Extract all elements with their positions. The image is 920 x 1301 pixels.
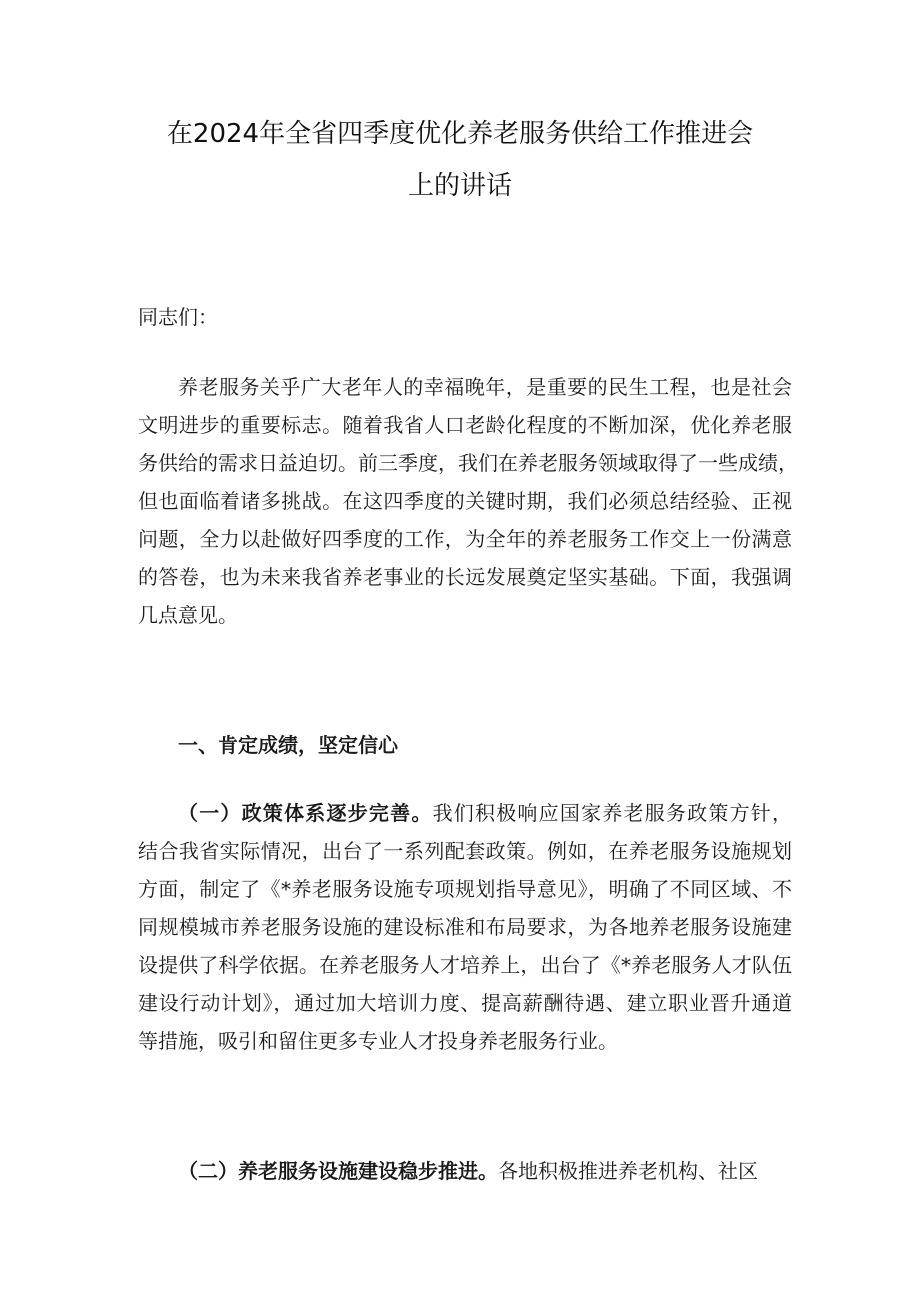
intro-line: 几点意见。 bbox=[138, 603, 238, 627]
intro-line: 务供给的需求日益迫切。前三季度，我们在养老服务领域取得了一些成绩， bbox=[138, 451, 798, 475]
salutation: 同志们： bbox=[138, 305, 218, 329]
subsection-1-line: 等措施，吸引和留住更多专业人才投身养老服务行业。 bbox=[138, 1029, 618, 1053]
subsection-2-heading: （二）养老服务设施建设稳步推进。 bbox=[178, 1159, 498, 1183]
subsection-1-line: 结合我省实际情况，出台了一系列配套政策。例如，在养老服务设施规划 bbox=[138, 839, 792, 863]
subsection-1-heading: （一）政策体系逐步完善。 bbox=[178, 801, 433, 825]
intro-paragraph bbox=[138, 368, 798, 634]
subsection-2-paragraph bbox=[138, 1152, 792, 1190]
subsection-1-line: 同规模城市养老服务设施的建设标准和布局要求，为各地养老服务设施建 bbox=[138, 915, 792, 939]
subsection-2-text: 各地积极推进养老机构、社区 bbox=[498, 1159, 758, 1183]
intro-line: 的答卷，也为未来我省养老事业的长远发展奠定坚实基础。下面，我强调 bbox=[138, 565, 792, 589]
intro-line: 养老服务关乎广大老年人的幸福晚年，是重要的民生工程，也是社会 bbox=[178, 375, 792, 399]
subsection-1-line: 方面，制定了《*养老服务设施专项规划指导意见》，明确了不同区域、不 bbox=[138, 877, 792, 901]
section-heading: 一、肯定成绩，坚定信心 bbox=[178, 733, 398, 757]
subsection-2-first-line bbox=[138, 1152, 792, 1190]
intro-line: 问题，全力以赴做好四季度的工作，为全年的养老服务工作交上一份满意 bbox=[138, 527, 792, 551]
title-line-2: 上的讲话 bbox=[407, 171, 512, 201]
intro-line: 但也面临着诸多挑战。在这四季度的关键时期，我们必须总结经验、正视 bbox=[138, 489, 792, 513]
intro-line: 文明进步的重要标志。随着我省人口老龄化程度的不断加深，优化养老服 bbox=[138, 413, 792, 437]
subsection-1-line: 建设行动计划》，通过加大培训力度、提高薪酬待遇、建立职业晋升通道 bbox=[138, 991, 792, 1015]
subsection-1-paragraph bbox=[138, 794, 792, 1060]
title-line-1: 在2024年全省四季度优化养老服务供给工作推进会 bbox=[166, 119, 754, 149]
document-title bbox=[130, 108, 790, 212]
subsection-1-line: 设提供了科学依据。在养老服务人才培养上，出台了《*养老服务人才队伍 bbox=[138, 953, 792, 977]
subsection-1-first-line bbox=[138, 794, 792, 832]
subsection-1-text: 我们积极响应国家养老服务政策方针， bbox=[432, 801, 793, 825]
